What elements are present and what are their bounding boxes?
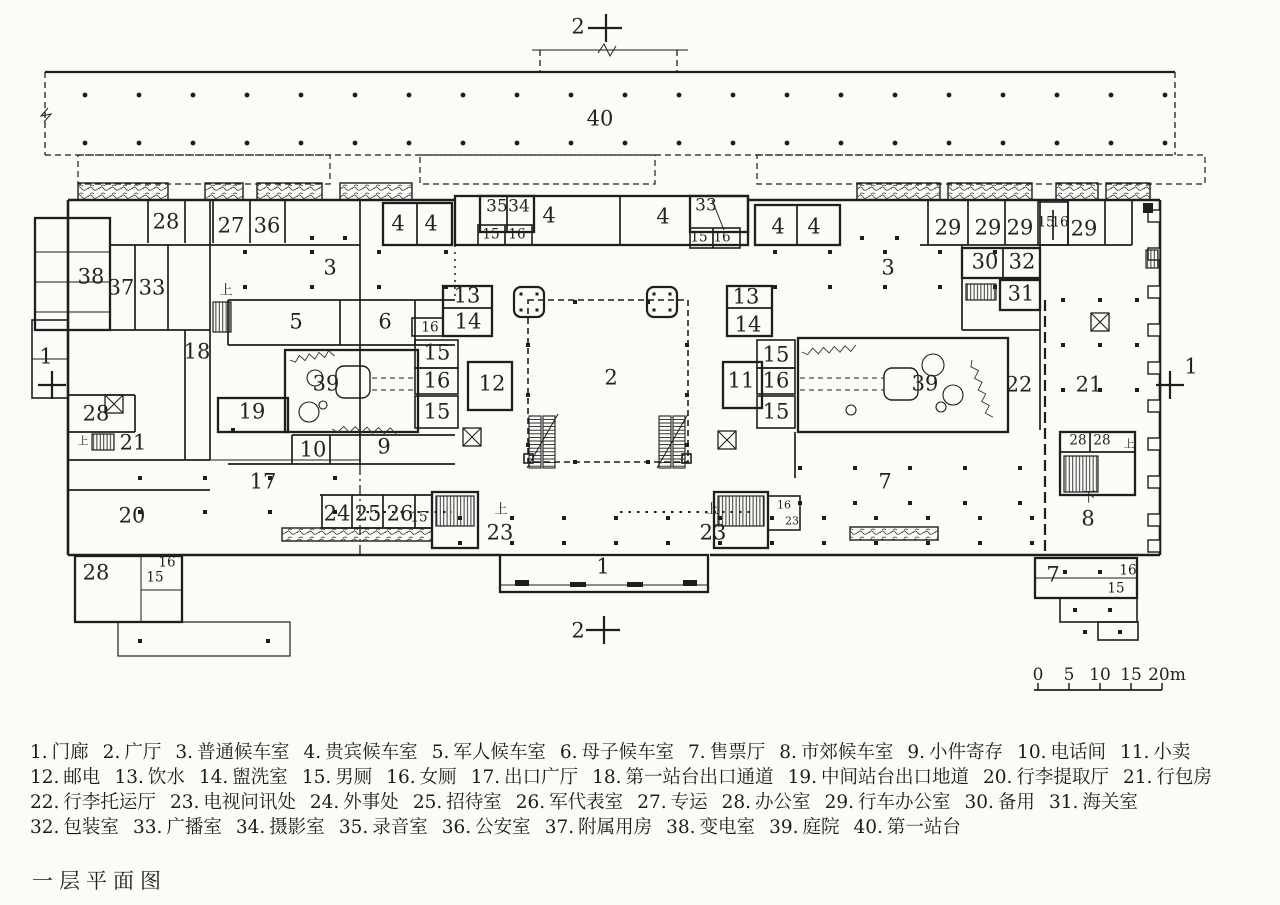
legend-item-number: 39. — [769, 817, 799, 838]
room-label: 8 — [1081, 506, 1095, 531]
room-label: 23 — [785, 514, 799, 528]
legend-item-number: 19. — [787, 767, 817, 788]
room-label: 28 — [1093, 432, 1111, 449]
room-label: 13 — [732, 284, 760, 309]
legend-item — [413, 792, 502, 813]
legend-item — [560, 742, 674, 763]
legend-item-name: 电视问讯处 — [203, 792, 296, 813]
room-label: 28 — [152, 209, 180, 234]
legend-item-number: 34. — [235, 817, 266, 838]
legend-item-number: 38. — [666, 817, 696, 838]
room-label: 14 — [734, 312, 762, 337]
legend-item-number: 5. — [431, 742, 450, 763]
legend-item-name: 庭院 — [802, 817, 840, 838]
legend-item-number: 32. — [30, 817, 60, 838]
room-label: 29 — [1070, 216, 1098, 241]
legend-item-number: 14. — [198, 767, 229, 788]
room-label: 21 — [119, 430, 147, 455]
legend-item — [175, 742, 289, 763]
legend-item-number: 26. — [515, 792, 546, 813]
room-label: 6 — [378, 309, 392, 334]
scale-label: 0 — [1032, 665, 1044, 685]
legend-item-number: 21. — [1122, 767, 1153, 788]
legend-item-number: 10. — [1017, 742, 1047, 763]
room-label: 15 — [482, 226, 500, 243]
legend-item-number: 40. — [853, 817, 883, 838]
legend-item-number: 12. — [30, 767, 60, 788]
legend-item-name: 行李托运厅 — [63, 792, 156, 813]
legend-item — [825, 792, 951, 813]
room-label: 3 — [881, 255, 895, 280]
room-label: 29 — [974, 215, 1002, 240]
room-label: 7 — [878, 469, 892, 494]
legend-item-number: 20. — [983, 767, 1013, 788]
legend-item — [471, 767, 578, 788]
legend-item — [983, 767, 1109, 788]
room-label: 16 — [762, 368, 790, 393]
room-label: 上 — [77, 434, 89, 448]
legend-item — [30, 792, 156, 813]
courtyard-deco-layer — [290, 340, 993, 434]
room-label: 15 — [762, 342, 790, 367]
room-label: 33 — [138, 275, 166, 300]
legend-item-number: 36. — [441, 817, 472, 838]
room-label: 4 — [391, 211, 405, 236]
legend-item-number: 15. — [301, 767, 332, 788]
legend-item-name: 中间站台出口地道 — [820, 767, 969, 788]
room-label: 23 — [699, 520, 727, 545]
room-label: 16 — [1051, 214, 1069, 231]
legend-item-number: 11. — [1119, 742, 1150, 763]
legend-item-number: 1. — [30, 742, 48, 763]
room-label: 11 — [727, 368, 755, 393]
legend-item — [516, 792, 623, 813]
room-label: 21 — [1075, 372, 1103, 397]
scale-bar — [1034, 683, 1162, 690]
room-label: 24 — [323, 501, 351, 526]
legend-item-name: 第一站台出口通道 — [625, 767, 774, 788]
room-label: 15 — [690, 229, 708, 246]
room-label: 29 — [934, 215, 962, 240]
legend-item-name: 母子候车室 — [581, 742, 675, 763]
legend-item — [30, 767, 100, 788]
legend-item — [30, 742, 89, 763]
legend-item-name: 盥洗室 — [232, 767, 288, 788]
room-label: 15 — [423, 340, 451, 365]
room-label: 35 — [486, 196, 508, 217]
room-label: 16 — [713, 229, 731, 246]
room-label: 30 — [971, 249, 999, 274]
room-label: 1 — [596, 554, 610, 579]
room-label: 3 — [323, 255, 337, 280]
legend-item — [1123, 767, 1212, 788]
room-label: 16 — [1119, 562, 1137, 579]
room-label: 27 — [217, 213, 245, 238]
legend-item — [1017, 742, 1106, 763]
room-label: 5 — [289, 309, 303, 334]
legend-item-name: 门廊 — [51, 742, 89, 763]
legend-item — [1120, 742, 1190, 763]
legend-item-number: 28. — [721, 792, 752, 813]
legend-item-name: 行包房 — [1156, 767, 1212, 788]
legend-item — [592, 767, 773, 788]
legend-item-number: 3. — [175, 742, 193, 763]
room-label: 16 — [423, 368, 451, 393]
room-label: 16 — [508, 226, 526, 243]
legend-item — [386, 767, 456, 788]
legend-item — [545, 817, 652, 838]
legend-item-number: 7. — [688, 742, 706, 763]
legend-item-name: 贵宾候车室 — [325, 742, 418, 763]
room-label: 33 — [695, 195, 717, 216]
scale-label: 15 — [1120, 665, 1142, 685]
legend-item-number: 2. — [102, 742, 121, 763]
legend-item-name: 军代表室 — [549, 792, 624, 813]
room-label: 2 — [571, 618, 585, 643]
legend-item-name: 变电室 — [699, 817, 756, 838]
legend-item-name: 出口广厅 — [504, 767, 579, 788]
room-label: 4 — [807, 214, 821, 239]
legend-item-number: 17. — [470, 767, 501, 788]
room-label: 2 — [571, 14, 585, 39]
scale-label: 10 — [1089, 665, 1111, 685]
legend-item — [114, 767, 184, 788]
room-label: 上 — [1123, 437, 1135, 451]
room-label: 15 — [410, 509, 428, 526]
room-label: 16 — [158, 554, 176, 571]
legend-item — [304, 742, 418, 763]
legend-item — [854, 817, 961, 838]
legend-item — [965, 792, 1035, 813]
room-label: 16 — [421, 319, 439, 336]
legend — [30, 740, 1250, 840]
legend-item-name: 市郊候车室 — [800, 742, 894, 763]
room-label: 28 — [1069, 432, 1087, 449]
column-dots-layer — [83, 93, 1168, 643]
room-label: 上 — [705, 501, 719, 518]
legend-item-name: 备用 — [997, 792, 1035, 813]
room-label: 1 — [1184, 354, 1198, 379]
legend-item-name: 外事处 — [343, 792, 399, 813]
planter-boxes-layer — [78, 183, 1150, 541]
room-label: 10 — [299, 437, 327, 462]
legend-item-number: 23. — [169, 792, 200, 813]
legend-item — [30, 817, 119, 838]
room-label: 1 — [39, 344, 53, 369]
legend-item — [339, 817, 428, 838]
room-label: 26 — [386, 501, 414, 526]
room-label: 9 — [377, 434, 391, 459]
legend-item-name: 办公室 — [755, 792, 811, 813]
room-label: 4 — [771, 214, 785, 239]
legend-item-name: 包装室 — [63, 817, 119, 838]
legend-item — [302, 767, 372, 788]
room-label: 36 — [253, 213, 281, 238]
room-label: 38 — [77, 264, 105, 289]
room-label: 18 — [183, 339, 211, 364]
legend-item — [432, 742, 546, 763]
legend-item-number: 13. — [114, 767, 144, 788]
legend-item-number: 30. — [964, 792, 994, 813]
legend-item — [666, 817, 755, 838]
legend-item-number: 8. — [779, 742, 797, 763]
legend-item-number: 18. — [592, 767, 622, 788]
room-label: 2 — [604, 365, 618, 390]
room-label: 16 — [777, 498, 791, 512]
room-label: 上 — [494, 501, 508, 518]
room-label: 4 — [542, 203, 556, 228]
legend-item-name: 广厅 — [124, 742, 162, 763]
room-label: 28 — [82, 560, 110, 585]
room-label: 12 — [478, 371, 506, 396]
legend-item — [722, 792, 811, 813]
legend-item-name: 附属用房 — [578, 817, 653, 838]
legend-item-number: 31. — [1048, 792, 1079, 813]
legend-item — [103, 742, 162, 763]
legend-item-name: 小件寄存 — [929, 742, 1004, 763]
legend-item-number: 29. — [824, 792, 854, 813]
legend-item — [170, 792, 296, 813]
legend-item-number: 4. — [303, 742, 322, 763]
legend-item — [310, 792, 399, 813]
room-label: 4 — [424, 211, 438, 236]
room-label: 40 — [586, 106, 614, 131]
room-label: 15 — [1037, 214, 1055, 231]
room-label: 7 — [1046, 562, 1060, 587]
legend-item-name: 第一站台 — [886, 817, 961, 838]
legend-item-name: 男厕 — [335, 767, 373, 788]
legend-item-name: 公安室 — [475, 817, 531, 838]
legend-item-name: 行车办公室 — [857, 792, 951, 813]
legend-item-name: 售票厅 — [709, 742, 766, 763]
legend-item-number: 16. — [386, 767, 416, 788]
legend-item-name: 录音室 — [372, 817, 428, 838]
legend-item — [199, 767, 288, 788]
legend-item-name: 军人候车室 — [453, 742, 546, 763]
room-label: 22 — [1005, 372, 1033, 397]
scale-label: 20m — [1148, 665, 1186, 685]
room-label: 13 — [453, 283, 481, 308]
room-label: 39 — [911, 371, 939, 396]
stairs-layer — [92, 250, 1158, 526]
legend-item-name: 电话间 — [1050, 742, 1106, 763]
room-label: 34 — [508, 196, 530, 217]
legend-item — [769, 817, 839, 838]
legend-item-name: 海关室 — [1082, 792, 1138, 813]
legend-item-number: 37. — [544, 817, 575, 838]
legend-item — [779, 742, 893, 763]
legend-item — [788, 767, 969, 788]
room-label: 15 — [762, 399, 790, 424]
room-label: 15 — [146, 569, 164, 586]
legend-item-number: 9. — [907, 742, 926, 763]
room-label: 14 — [454, 309, 482, 334]
room-label: 20 — [118, 503, 146, 528]
room-label: 17 — [249, 469, 277, 494]
legend-item-name: 行李提取厅 — [1016, 767, 1109, 788]
room-label: 25 — [354, 501, 382, 526]
room-label: 23 — [486, 520, 514, 545]
room-label: 下 — [1082, 489, 1096, 506]
plan-title: 一层平面图 — [32, 869, 167, 893]
legend-item-number: 25. — [412, 792, 443, 813]
legend-item-name: 饮水 — [147, 767, 185, 788]
legend-item-number: 27. — [637, 792, 667, 813]
room-label: 4 — [656, 204, 670, 229]
legend-item — [133, 817, 222, 838]
legend-item — [688, 742, 765, 763]
legend-item-name: 普通候车室 — [197, 742, 290, 763]
legend-item-name: 小卖 — [1153, 742, 1191, 763]
room-label: 39 — [312, 371, 340, 396]
legend-item — [442, 817, 531, 838]
legend-item — [637, 792, 707, 813]
legend-item-number: 33. — [132, 817, 163, 838]
legend-item — [236, 817, 325, 838]
room-label: 19 — [238, 399, 266, 424]
legend-item-number: 35. — [338, 817, 369, 838]
legend-item-name: 招待室 — [446, 792, 502, 813]
legend-item-name: 广播室 — [166, 817, 222, 838]
legend-item-number: 24. — [309, 792, 340, 813]
legend-item-number: 22. — [30, 792, 60, 813]
room-label: 15 — [423, 399, 451, 424]
room-label: 32 — [1008, 249, 1036, 274]
room-label: 29 — [1006, 215, 1034, 240]
legend-item — [907, 742, 1003, 763]
legend-item-name: 女厕 — [419, 767, 457, 788]
room-label: 上 — [219, 282, 233, 299]
legend-item-name: 专运 — [670, 792, 708, 813]
room-label: 15 — [1107, 580, 1125, 597]
legend-item — [1049, 792, 1138, 813]
room-label: 28 — [82, 401, 110, 426]
scale-label: 5 — [1063, 665, 1075, 685]
legend-item-name: 摄影室 — [269, 817, 325, 838]
room-label: 31 — [1007, 281, 1035, 306]
legend-item-number: 6. — [559, 742, 578, 763]
legend-item-name: 邮电 — [63, 767, 101, 788]
room-label: 37 — [107, 275, 135, 300]
